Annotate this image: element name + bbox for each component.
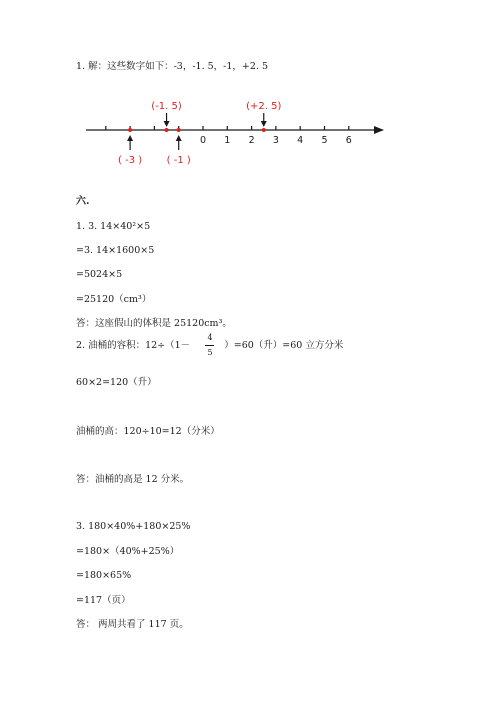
axis-arrowhead: [374, 126, 384, 134]
marked-point: [165, 128, 169, 132]
fraction-numerator: 4: [207, 333, 213, 342]
p2-answer: 答：油桶的高是 12 分米。: [76, 474, 190, 485]
p3-line1: 3. 180×40%+180×25%: [76, 521, 191, 532]
p3-line4: =117（页）: [76, 595, 131, 606]
p2-line1-suffix: ）=60（升）=60 立方分米: [224, 340, 344, 351]
p1-line4: =25120（cm³）: [76, 294, 152, 305]
callout-label-above: (+2. 5): [246, 101, 282, 112]
p2-line3: 油桶的高：120÷10=12（分米）: [76, 426, 220, 437]
p1-answer: 答：这座假山的体积是 25120cm³。: [76, 318, 232, 329]
p1-line3: =5024×5: [76, 269, 123, 280]
p3-line3: =180×65%: [76, 570, 132, 581]
fraction-denominator: 5: [207, 348, 213, 357]
fraction-bar: [205, 345, 214, 346]
tick-label: 1: [224, 135, 231, 146]
tick-label: 4: [297, 135, 304, 146]
tick-label: 0: [199, 135, 207, 146]
tick-label: 2: [248, 135, 255, 146]
p3-line2: =180×（40%+25%）: [76, 546, 180, 557]
number-line-diagram: [0, 95, 500, 185]
marked-point: [262, 128, 266, 132]
tick-label: 5: [321, 135, 328, 146]
p1-line1: 1. 3. 14×40²×5: [76, 221, 151, 232]
tick-label: 3: [272, 135, 279, 146]
arrowhead-down: [164, 121, 170, 127]
p3-answer: 答： 两周共看了 117 页。: [76, 619, 189, 630]
arrowhead-down: [261, 121, 267, 127]
tick-label: 6: [345, 135, 352, 146]
section-six-title: 六.: [76, 196, 90, 207]
marked-point: [128, 128, 132, 132]
callout-label-above: (-1. 5): [151, 101, 182, 112]
p2-line2: 60×2=120（升）: [76, 377, 157, 388]
callout-label-below: ( -1 ): [166, 155, 191, 166]
p1-line2: =3. 14×1600×5: [76, 245, 155, 256]
p2-line1-prefix: 2. 油桶的容积：12÷（1－: [76, 340, 191, 351]
q1-answer-line: 1. 解：这些数字如下：-3，-1. 5，-1，+2. 5: [76, 61, 269, 72]
marked-point: [177, 128, 181, 132]
callout-label-below: ( -3 ): [118, 155, 143, 166]
